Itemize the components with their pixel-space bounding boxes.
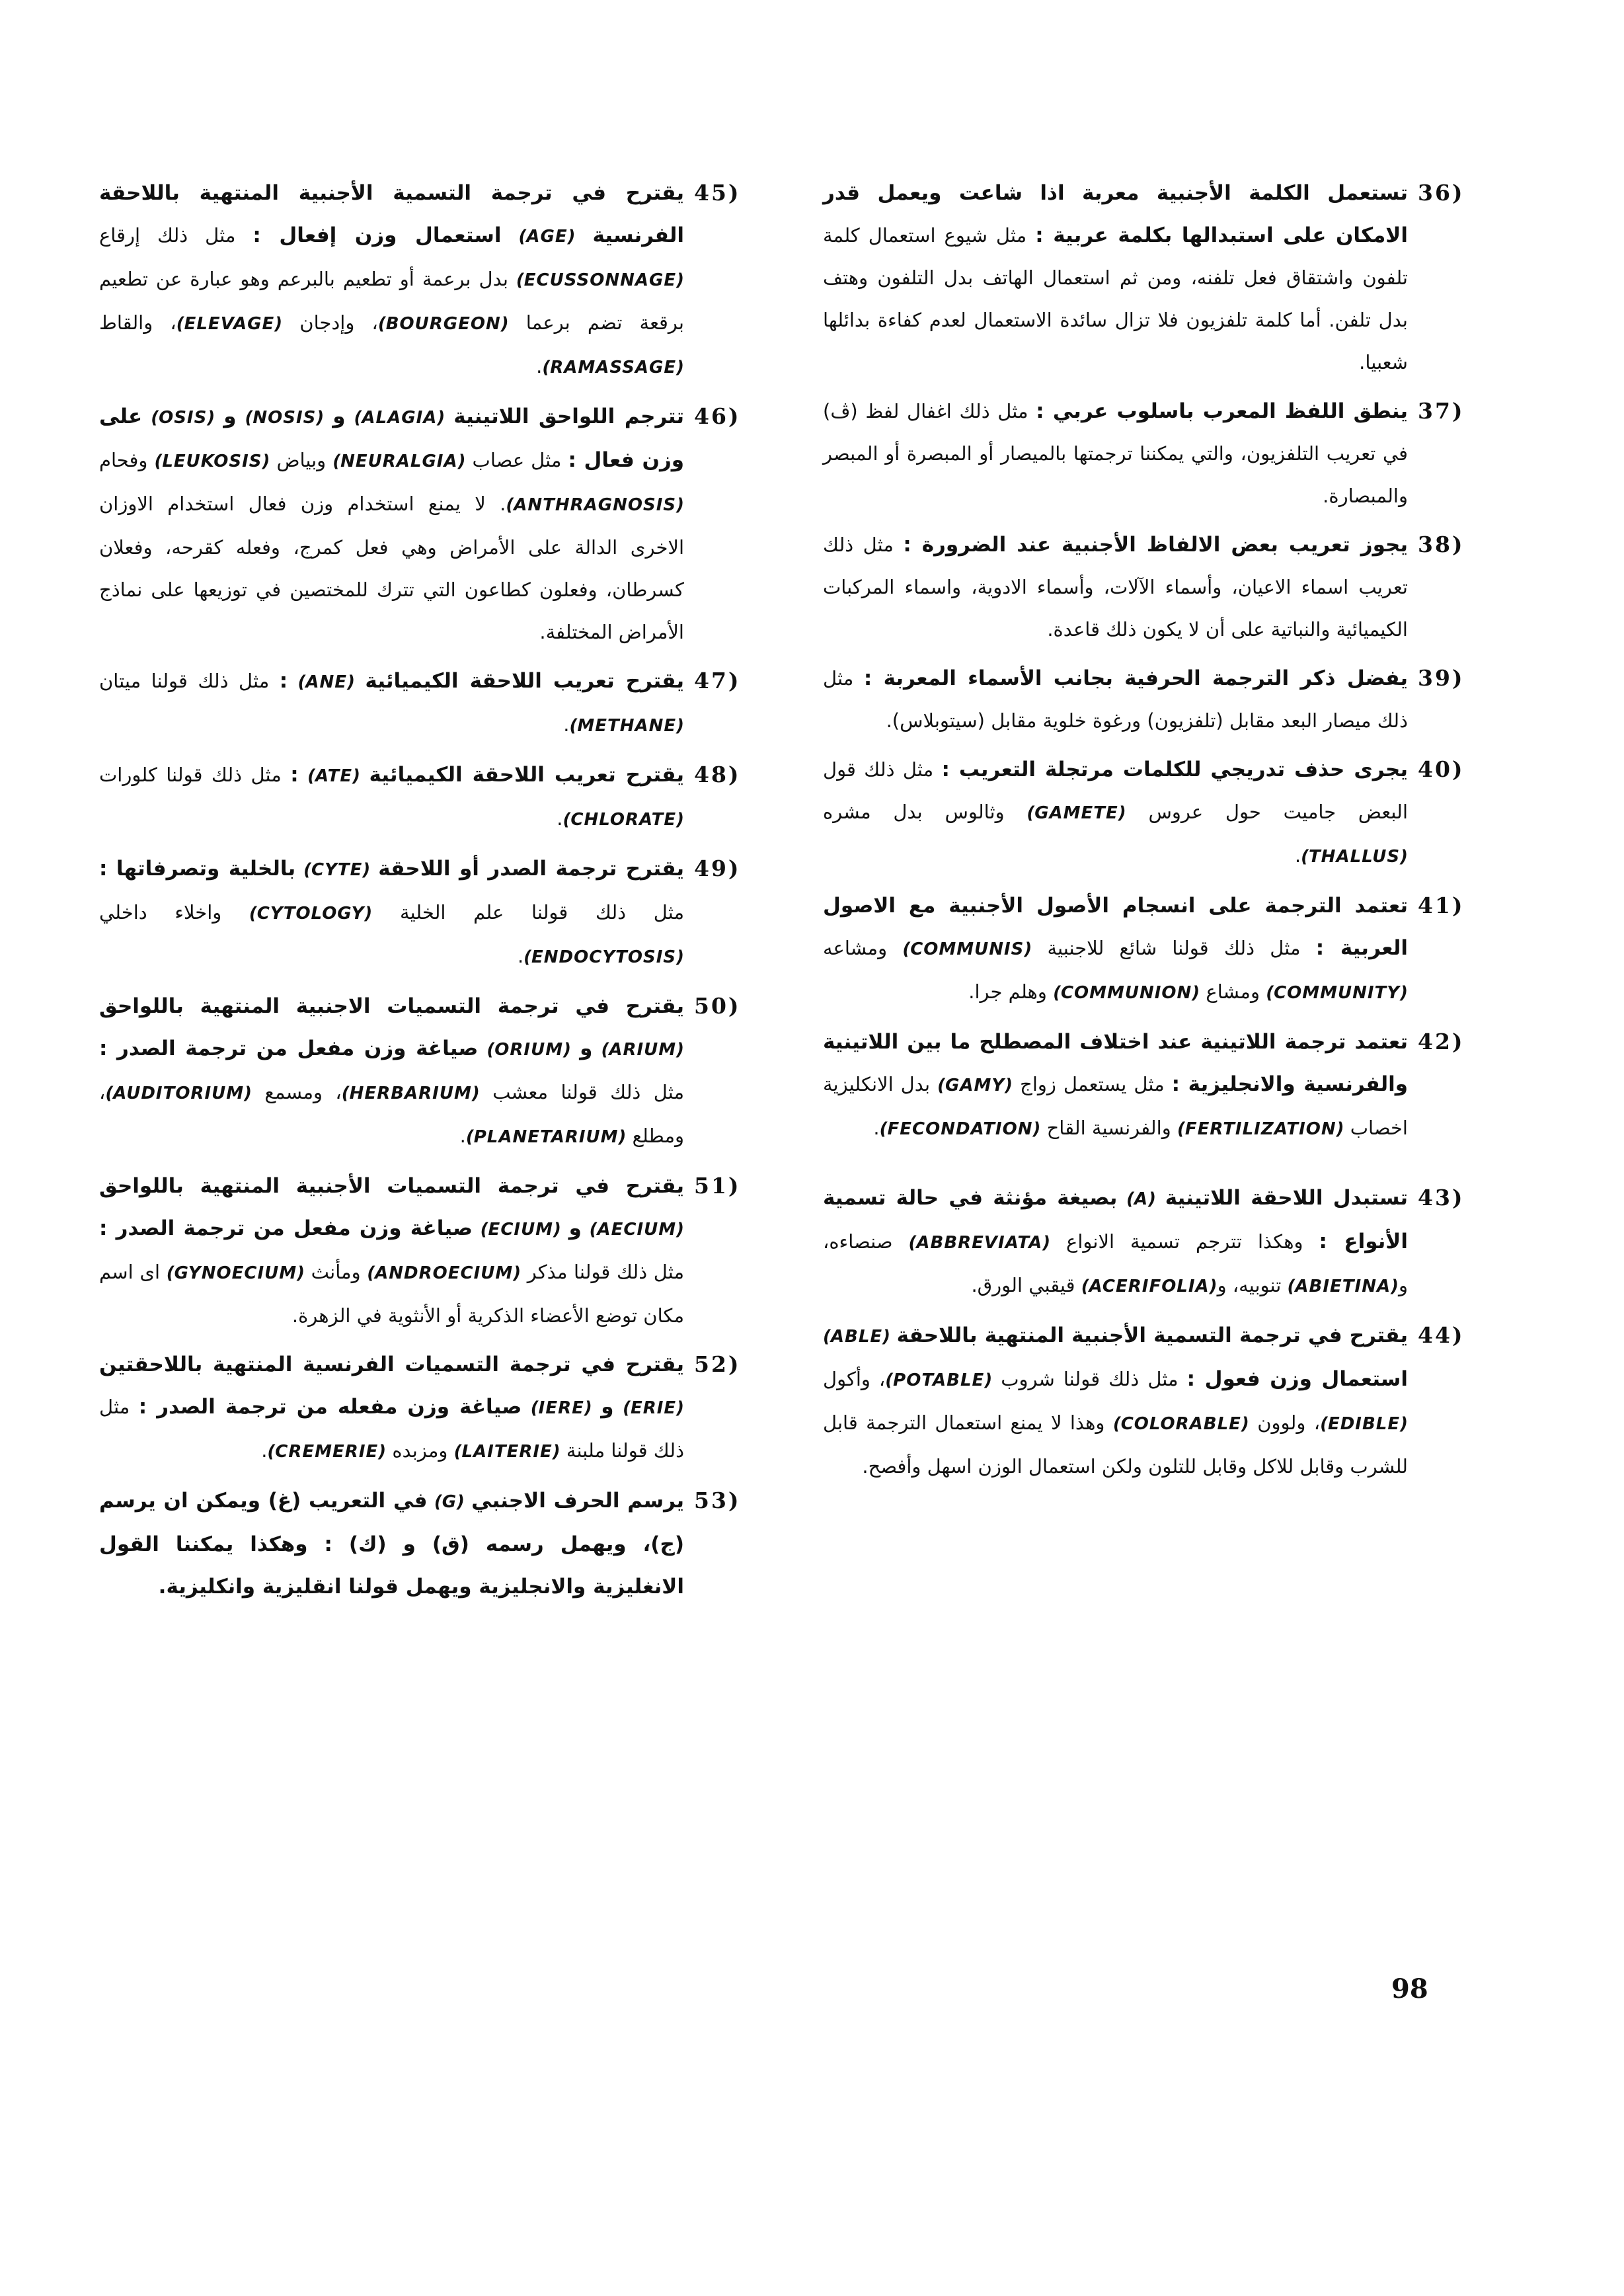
item-number: 42) [1418,1029,1465,1054]
item-example: . [1294,844,1301,867]
item-example: . [517,945,524,967]
item-rule: تستعمل الكلمة الأجنبية معربة اذا شاعت ويعمل قدر الامكان على استبدالها بكلمة عربية : [823,181,1408,247]
item-example: وبياض [276,449,327,471]
item-rule: يقترح في ترجمة التسميات الاجنبية المنتهية باللواحق [99,994,684,1018]
list-item-44 [823,1314,1490,1487]
item-example: قيقبي الورق. [971,1274,1075,1296]
item-number: 53) [694,1487,741,1513]
latin-term: (ALAGIA) [354,408,445,428]
latin-term: (ABIETINA) [1287,1277,1399,1296]
item-rule: استعمال وزن فعول : [1186,1367,1409,1391]
latin-term: (CYTE) [303,860,371,880]
latin-term: (COLORABLE) [1112,1414,1249,1434]
latin-term: (G) [434,1492,465,1512]
item-rule: يفضل ذكر الترجمة الحرفية بجانب الأسماء المعربة : [863,666,1409,690]
item-example: ، ولوون [1257,1411,1321,1434]
latin-term: (ECUSSONNAGE) [516,270,684,290]
item-rule: بصيغة مؤنثة في حالة تسمية الأنواع : [823,1186,1409,1253]
item-example: مثل ذلك تعريب اسماء الاعيان، وأسماء الآلات، وأسماء الادوية، واسماء المركبات الكيميائية والنباتية على أن لا يكون ذلك قاعدة. [823,534,1408,641]
latin-term: (POTABLE) [885,1370,993,1390]
item-rule: تترجم اللواحق اللاتينية [453,405,685,428]
item-example: مثل شيوع استعمال كلمة تلفون واشتقاق فعل تلفنه، ومن ثم استعمال الهاتف بدل التلفون وهتف بدل تلفن. أما كلمة تلفزيون فلا تزال سائدة الاستعمال لعدم كفاءة بدائلها شعبيا. [823,224,1408,374]
list-item-43 [823,1177,1490,1308]
item-example: . لا يمنع استخدام وزن فعال استخدام الاوزان الاخرى الدالة على الأمراض وهي فعل كمرج، وفعله كقرحه، وفعلان كسرطان، وفعلون كطاعون التي تترك للمختصين في توزيعها على نماذج الأمراض المختلفة. [99,493,684,643]
latin-term: (ARIUM) [601,1040,685,1060]
item-rule: و [223,405,237,428]
list-item-36 [823,172,1490,383]
item-rule: يقترح تعريب اللاحقة الكيميائية [365,669,684,693]
list-item-47 [99,660,767,747]
latin-term: (IERE) [530,1398,592,1418]
latin-term: (ABLE) [823,1327,891,1347]
item-rule: تعتمد ترجمة اللاتينية عند اختلاف المصطلح ما بين اللاتينية والفرنسية والانجليزية : [823,1030,1409,1096]
item-example: . [563,713,570,736]
list-item-46 [99,395,767,653]
item-example: ومزبده [392,1439,448,1462]
list-item-51 [99,1165,767,1337]
list-item-39 [823,657,1490,742]
latin-term: (LEUKOSIS) [154,452,270,471]
latin-term: (FECONDATION) [879,1119,1041,1139]
item-rule: : [290,763,299,787]
item-example: مثل ذلك قولنا معشب [492,1081,684,1103]
latin-term: (FERTILIZATION) [1177,1119,1344,1139]
latin-term: (ECIUM) [480,1220,561,1240]
item-number: 50) [694,993,741,1019]
latin-term: (ELEVAGE) [176,314,283,334]
item-example: مثل ذلك قولنا كلورات [99,764,282,786]
item-rule: ينطق اللفظ المعرب باسلوب عربي : [1036,399,1409,423]
item-example: مثل ذلك قولنا مذكر [527,1261,685,1283]
left-column [99,172,767,1614]
item-rule: بالخلية وتصرفاتها : [99,857,296,881]
right-column [823,172,1490,1494]
item-example: وهلم جرا. [968,980,1047,1003]
latin-term: (PLANETARIUM) [465,1127,627,1147]
list-item-45 [99,172,767,389]
item-number: 43) [1418,1185,1465,1210]
item-example: ، ومطلع [99,1081,684,1147]
item-rule: يقترح في ترجمة التسمية الأجنبية المنتهية باللاحقة [896,1324,1409,1347]
item-rule: و [568,1216,582,1240]
item-rule: يقترح في ترجمة التسميات الفرنسية المنتهية باللاحقتين [99,1353,684,1376]
item-example: ومأنث [311,1261,361,1283]
item-example: صنصاءه، و [823,1230,1408,1296]
item-number: 48) [694,762,741,787]
latin-term: (NEURALGIA) [332,452,466,471]
latin-term: (LAITERIE) [453,1442,561,1462]
item-rule: يرسم الحرف الاجنبي [471,1489,685,1513]
item-example: مثل ذلك قولنا شائع للاجنبية [1047,937,1301,959]
latin-term: (THALLUS) [1301,847,1408,867]
latin-term: (ORIUM) [486,1040,571,1060]
item-number: 49) [694,855,741,881]
latin-term: (COMMUNIS) [902,939,1032,959]
item-rule: صياغة وزن مفعل من ترجمة الصدر : [99,1216,473,1240]
list-item-40 [823,748,1490,878]
latin-term: (RAMASSAGE) [542,358,684,377]
item-example: . [261,1439,268,1462]
item-example: ومشاع [1206,980,1260,1003]
latin-term: (ERIE) [623,1398,685,1418]
latin-term: (GAMETE) [1026,803,1126,823]
latin-term: (CREMERIE) [267,1442,387,1462]
latin-term: (ACERIFOLIA) [1081,1277,1218,1296]
latin-term: (NOSIS) [245,408,325,428]
latin-term: (ABBREVIATA) [908,1233,1051,1253]
item-example: وهكذا تترجم تسمية الانواع [1066,1230,1303,1253]
item-rule: يقترح في ترجمة التسميات الأجنبية المنتهية باللواحق [99,1174,684,1198]
latin-term: (ATE) [307,766,361,786]
item-example: مثل يستعمل زواج [1020,1073,1165,1095]
item-number: 51) [694,1173,741,1199]
latin-term: (COMMUNITY) [1266,983,1408,1003]
item-example: وثالوس بدل مشره [823,801,1005,823]
item-example: وهذا لا يمنع استعمال الترجمة قابل للشرب وقابل للاكل وقابل للتلون ولكن استعمال الوزن اسهل وأفصح. [823,1411,1408,1478]
list-item-52 [99,1343,767,1473]
item-rule: يقترح ترجمة الصدر أو اللاحقة [378,857,685,881]
latin-term: (COMMUNION) [1053,983,1200,1003]
item-example: مثل ذلك ميصار البعد مقابل (تلفزيون) ورغوة خلوية مقابل (سيتوبلاس). [823,667,1408,732]
list-item-37 [823,390,1490,517]
item-rule: يقترح تعريب اللاحقة الكيميائية [369,763,685,787]
item-example: بدل برعمة أو تطعيم بالبرعم وهو عبارة عن تطعيم برقعة تضم برعما [99,268,684,334]
item-rule: في التعريب (غ) ويمكن ان يرسم (ج)، ويهمل رسمه (ق) و (ك) : وهكذا يمكننا القول الانغليزية والانجليزية ويهمل قولنا انقليزية وانكليزية. [99,1489,684,1599]
latin-term: (CYTOLOGY) [249,904,373,924]
latin-term: (AUDITORIUM) [105,1084,252,1103]
item-rule: يجوز تعريب بعض الالفاظ الأجنبية عند الضرورة : [903,533,1409,557]
item-number: 41) [1418,892,1465,918]
latin-term: (A) [1126,1189,1157,1209]
list-item-42 [823,1021,1490,1150]
item-rule: : [279,669,288,693]
list-item-53 [99,1480,767,1608]
item-number: 37) [1418,398,1465,424]
item-example: . [557,807,563,830]
item-example: مثل ذلك قول البعض جاميت حول عروس [823,758,1409,823]
item-rule: استعمال وزن إفعال : [252,223,502,247]
list-item-50 [99,985,767,1158]
item-number: 38) [1418,532,1465,557]
latin-term: (AGE) [518,227,576,247]
item-rule: على وزن فعال : [99,405,685,472]
item-example: ، وإدجان [299,311,378,334]
item-example: ، ومسمع [264,1081,342,1103]
item-example: مثل ذلك إرقاع [99,224,236,247]
latin-term: (AECIUM) [589,1220,685,1240]
item-example: ومشاعه [823,937,888,959]
item-number: 46) [694,403,741,429]
latin-term: (ANTHRAGNOSIS) [506,495,684,515]
latin-term: (OSIS) [151,408,215,428]
item-example: مثل عصاب [472,449,562,471]
list-item-38 [823,524,1490,651]
item-number: 39) [1418,665,1465,691]
latin-term: (ENDOCYTOSIS) [523,947,684,967]
item-number: 52) [694,1351,741,1377]
item-example: مثل ذلك قولنا علم الخلية [399,901,684,924]
item-example: واخلاء داخلي [99,901,222,924]
item-rule: تستبدل اللاحقة اللاتينية [1165,1186,1409,1210]
item-example: . [536,355,543,377]
item-example: والفرنسية القاح [1046,1117,1171,1139]
latin-term: (EDIBLE) [1320,1414,1409,1434]
latin-term: (GYNOECIUM) [166,1263,305,1283]
item-example: مثل ذلك قولنا ميتان [99,670,270,692]
item-example: مثل ذلك اغفال لفظ (ڤ) في تعريب التلفزيون، والتي يمكننا ترجمتها بالميصار أو المبصرة أو المبصر والمبصارة. [823,400,1408,507]
list-item-41 [823,885,1490,1014]
item-number: 47) [694,668,741,693]
list-item-48 [99,754,767,841]
list-item-49 [99,848,767,978]
item-example: ، وأكول [823,1368,886,1390]
item-example: وفحام [99,449,148,471]
latin-term: (HERBARIUM) [341,1084,480,1103]
item-rule: و [332,405,346,428]
item-example: اى اسم مكان توضع الأعضاء الذكرية أو الأنثوية في الزهرة. [99,1261,684,1327]
item-number: 45) [694,180,741,206]
item-example: . [459,1125,466,1147]
item-example: مثل ذلك قولنا شروب [1001,1368,1179,1390]
item-rule: يقترح في ترجمة التسمية الأجنبية المنتهية باللاحقة الفرنسية [99,181,684,247]
item-example: تنوبيه، و [1217,1274,1282,1296]
item-number: 44) [1418,1322,1465,1348]
latin-term: (ANDROECIUM) [367,1263,522,1283]
latin-term: (ANE) [297,672,355,692]
item-rule: صياغة وزن مفعله من ترجمة الصدر : [138,1395,522,1419]
item-rule: تعتمد الترجمة على انسجام الأصول الأجنبية مع الاصول العربية : [823,894,1408,960]
latin-term: (CHLORATE) [562,810,684,830]
item-rule: يجرى حذف تدريجي للكلمات مرتجلة التعريب : [941,758,1409,781]
item-rule: و [601,1395,614,1419]
item-example: مثل ذلك قولنا ملبنة [99,1396,684,1462]
item-example: ، والقاط [99,311,176,334]
item-example: . [873,1117,880,1139]
page-number: 98 [1391,1973,1428,2004]
latin-term: (BOURGEON) [377,314,509,334]
latin-term: (GAMY) [937,1076,1013,1095]
item-number: 36) [1418,180,1465,206]
item-number: 40) [1418,756,1465,782]
item-rule: و [580,1037,593,1060]
latin-term: (METHANE) [569,716,684,736]
item-example: بدل الانكليزية اخصاب [823,1073,1408,1139]
item-rule: صياغة وزن مفعل من ترجمة الصدر : [99,1037,479,1060]
